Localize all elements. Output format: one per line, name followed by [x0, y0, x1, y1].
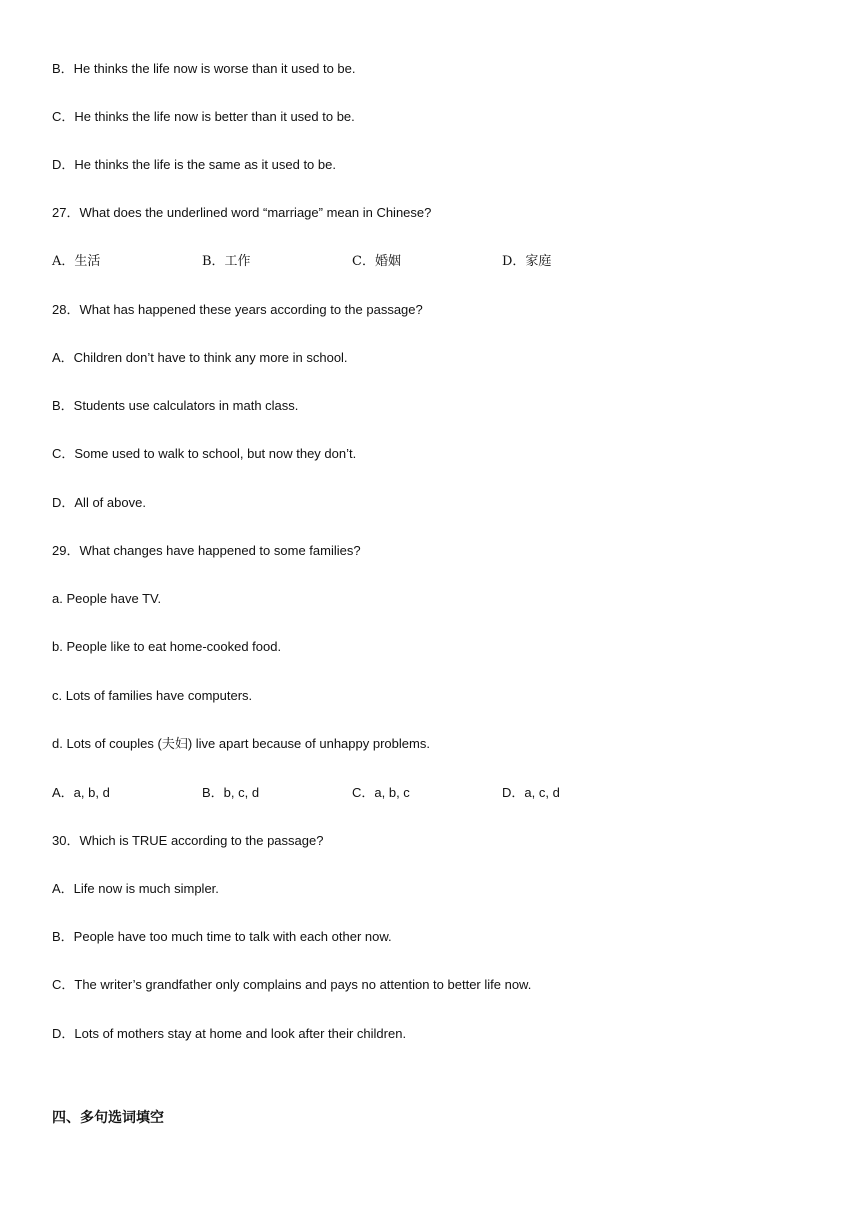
q30-question: 30．Which is TRUE according to the passage? — [52, 833, 324, 848]
q29-option-d: D．a, c, d — [502, 785, 560, 800]
q27-option-c: C．婚姻 — [352, 254, 401, 269]
q29-item-b: b. People like to eat home-cooked food. — [52, 639, 282, 654]
q27-option-b: B．工作 — [202, 254, 251, 269]
q28-option-b: B．Students use calculators in math class. — [52, 398, 299, 413]
q30-option-b: B．People have too much time to talk with each other now. — [52, 929, 392, 944]
q26-option-d: D．He thinks the life is the same as it used to be. — [52, 157, 336, 172]
q27-question: 27．What does the underlined word “marriage” mean in Chinese? — [52, 205, 432, 220]
q30-option-d: D．Lots of mothers stay at home and look after their children. — [52, 1026, 407, 1041]
q27-option-d: D．家庭 — [502, 254, 552, 269]
q29-item-a: a. People have TV. — [52, 591, 162, 606]
q28-question: 28．What has happened these years according to the passage? — [52, 302, 423, 317]
q29-option-a: A．a, b, d — [52, 785, 110, 800]
q29-option-b: B．b, c, d — [202, 785, 260, 800]
section-heading: 四、多句选词填空 — [52, 1110, 164, 1126]
q28-option-c: C．Some used to walk to school, but now they don’t. — [52, 446, 357, 461]
q27-options-row — [52, 253, 672, 271]
q30-option-a: A．Life now is much simpler. — [52, 881, 219, 896]
q29-question: 29．What changes have happened to some families? — [52, 543, 361, 558]
q29-item-d: d. Lots of couples (夫妇) live apart because of unhappy problems. — [52, 736, 430, 751]
q30-option-c: C．The writer’s grandfather only complains and pays no attention to better life now. — [52, 977, 532, 992]
q28-option-a: A．Children don’t have to think any more in school. — [52, 350, 348, 365]
q29-options-row — [52, 784, 672, 802]
q26-option-b: B．He thinks the life now is worse than it used to be. — [52, 61, 356, 76]
q27-option-a: A．生活 — [52, 254, 101, 269]
q28-option-d: D．All of above. — [52, 495, 146, 510]
q29-option-c: C．a, b, c — [352, 785, 410, 800]
q26-option-c: C．He thinks the life now is better than it used to be. — [52, 109, 355, 124]
q29-item-c: c. Lots of families have computers. — [52, 688, 253, 703]
